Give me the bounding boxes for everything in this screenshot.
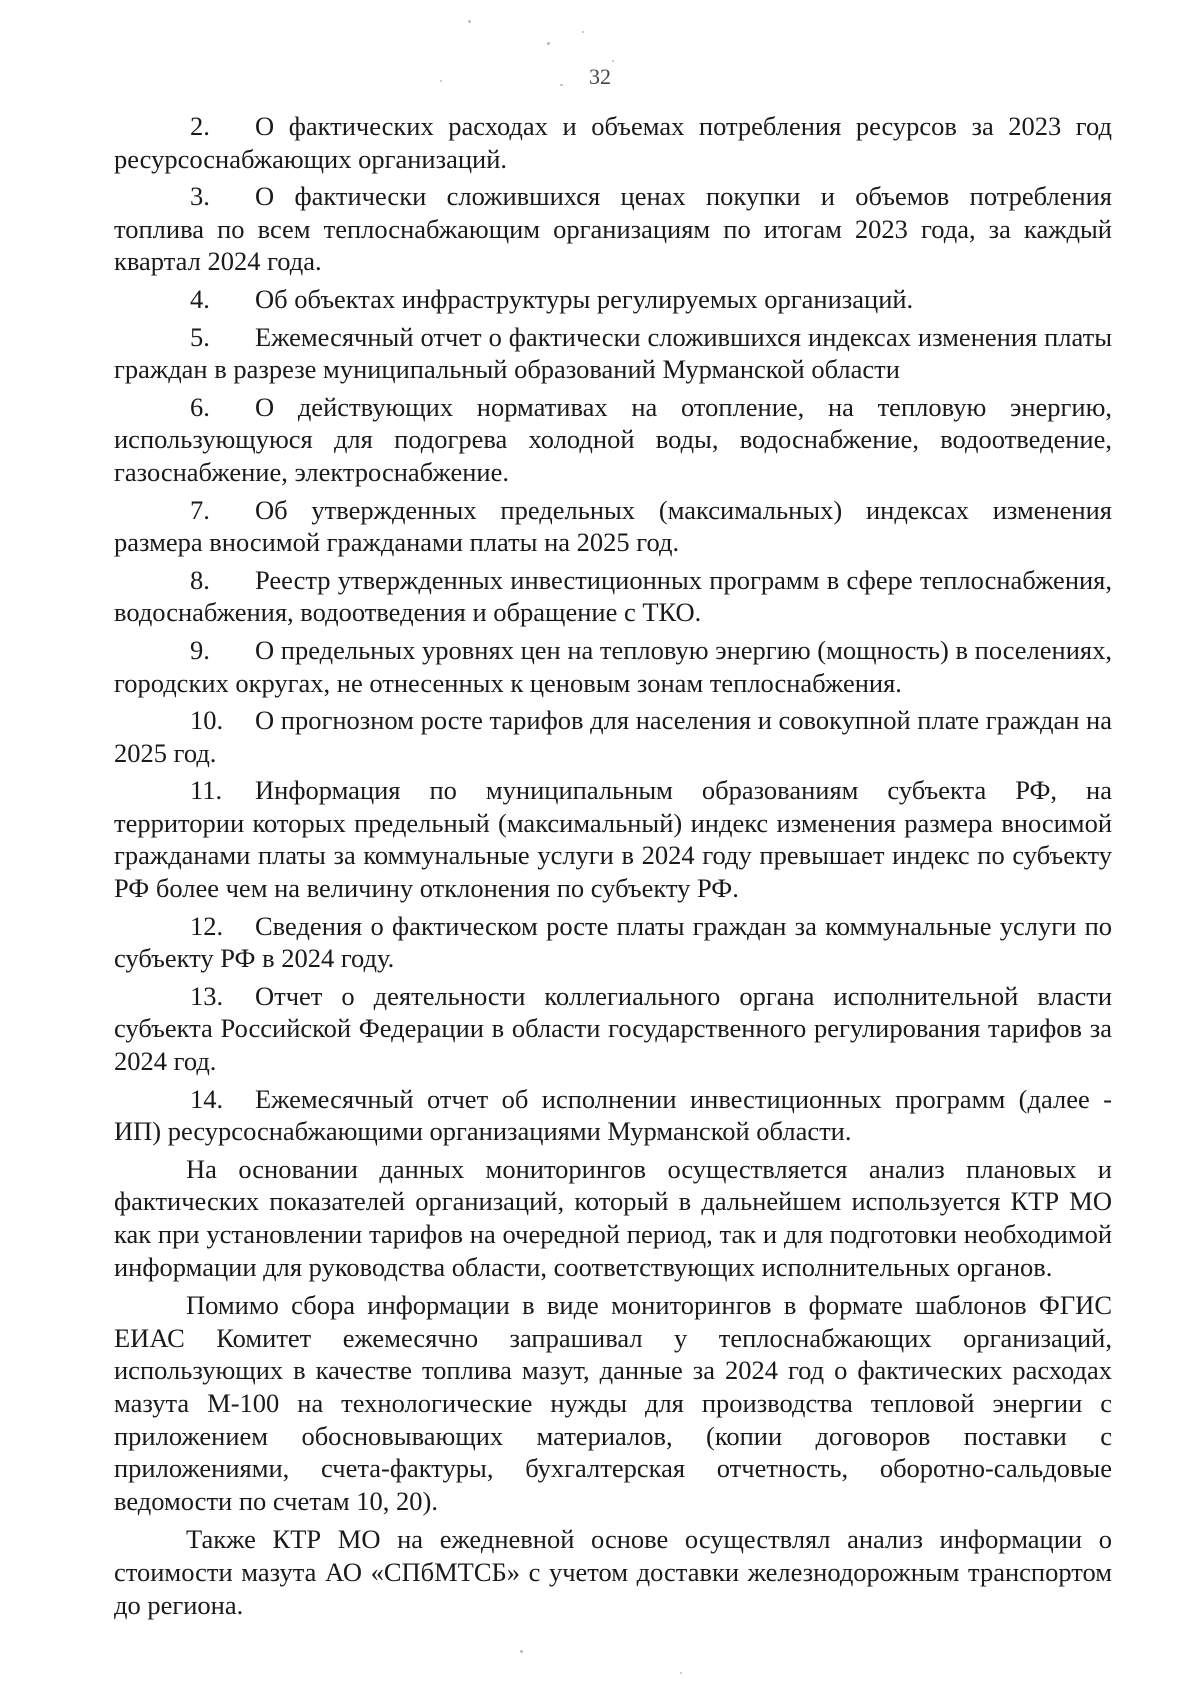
list-item-text: Об утвержденных предельных (максимальных) индексах изменения размера вносимой гражданами платы на 2025 год. [114,494,1112,558]
list-item-number: 2. [190,111,210,141]
list-item-text: Об объектах инфраструктуры регулируемых организаций. [255,283,914,314]
list-item-number: 13. [190,980,224,1011]
scan-speck [612,60,614,62]
list-item-number: 14. [190,1083,224,1114]
list-item-text: О действующих нормативах на отопление, на тепловую энергию, использующуюся для подогрева холодной воды, водоснабжение, водоотведение, газоснабжение, электроснабжение. [114,391,1112,487]
list-item-text: Информация по муниципальным образованиям субъекта РФ, на территории которых предельный (максимальный) индекс изменения размера вносимой гражданами платы за коммунальные услуги в 2024 году превышает индекс по субъекту РФ более чем на величину отклонения по субъекту РФ. [114,775,1112,904]
list-item-number: 5. [190,321,210,352]
list-item [114,321,1112,386]
list-item-number: 3. [190,181,210,212]
list-item-text: О предельных уровнях цен на тепловую энергию (мощность) в поселениях, городских округах, не отнесенных к ценовым зонам теплоснабжения. [114,634,1112,698]
document-body [114,110,1112,1621]
scan-speck [680,1672,682,1674]
scan-speck [582,31,584,33]
list-item-text: Реестр утвержденных инвестиционных программ в сфере теплоснабжения, водоснабжения, водоотведения и обращение с ТКО. [114,564,1112,628]
list-item-number: 10. [190,705,224,736]
list-item-text: О фактических расходах и объемах потребления ресурсов за 2023 год ресурсоснабжающих организаций. [114,111,1112,174]
list-item [114,1083,1112,1148]
list-item-number: 12. [190,910,224,941]
list-item-number: 6. [190,391,210,422]
list-item-number: 11. [190,775,223,806]
page-number: 32 [589,64,611,89]
list-item [114,180,1112,278]
list-item [114,110,1112,175]
body-paragraph: Помимо сбора информации в виде мониторингов в формате шаблонов ФГИС ЕИАС Комитет ежемесячно запрашивал у теплоснабжающих организаций, использующих в качестве топлива мазут, данные за 2024 год о фактических расходах мазута М-100 на технологические нужды для производства тепловой энергии с приложением обосновывающих материалов, (копии договоров поставки с приложениями, счета-фактуры, бухгалтерская отчетность, оборотно-сальдовые ведомости по счетам 10, 20). [114,1290,1112,1516]
list-item [114,391,1112,489]
list-item [114,494,1112,559]
body-paragraph: На основании данных мониторингов осуществляется анализ плановых и фактических показателей организаций, который в дальнейшем используется КТР МО как при установлении тарифов на очередной период, так и для подготовки необходимой информации для руководства области, соответствующих исполнительных органов. [114,1153,1112,1282]
list-item-number: 7. [190,494,210,525]
scan-speck [468,20,471,23]
body-paragraph: Также КТР МО на ежедневной основе осуществлял анализ информации о стоимости мазута АО «СПбМТСБ» с учетом доставки железнодорожным транспортом до региона. [114,1524,1112,1620]
list-item-number: 4. [190,283,210,314]
list-item-text: О фактически сложившихся ценах покупки и объемов потребления топлива по всем теплоснабжающим организациям по итогам 2023 года, за каждый квартал 2024 года. [114,181,1112,277]
list-item [114,704,1112,769]
list-item-number: 8. [190,564,210,595]
list-item [114,980,1112,1078]
list-item-number: 9. [190,634,210,665]
list-item-text: Отчет о деятельности коллегиального органа исполнительной власти субъекта Российской Федерации в области государственного регулирования тарифов за 2024 год. [114,980,1112,1077]
list-item [114,564,1112,629]
scan-speck [520,1650,523,1653]
list-item-text: О прогнозном росте тарифов для населения и совокупной плате граждан на 2025 год. [114,705,1112,768]
list-item [114,283,1112,316]
list-item-text: Ежемесячный отчет об исполнении инвестиционных программ (далее - ИП) ресурсоснабжающими организациями Мурманской области. [114,1083,1112,1147]
list-item-text: Сведения о фактическом росте платы граждан за коммунальные услуги по субъекту РФ в 2024 году. [114,910,1112,974]
list-item [114,774,1112,904]
list-item-text: Ежемесячный отчет о фактически сложившихся индексах изменения платы граждан в разрезе муниципальный образований Мурманской области [114,321,1112,385]
list-item [114,634,1112,699]
scan-speck [547,42,550,45]
list-item [114,910,1112,975]
